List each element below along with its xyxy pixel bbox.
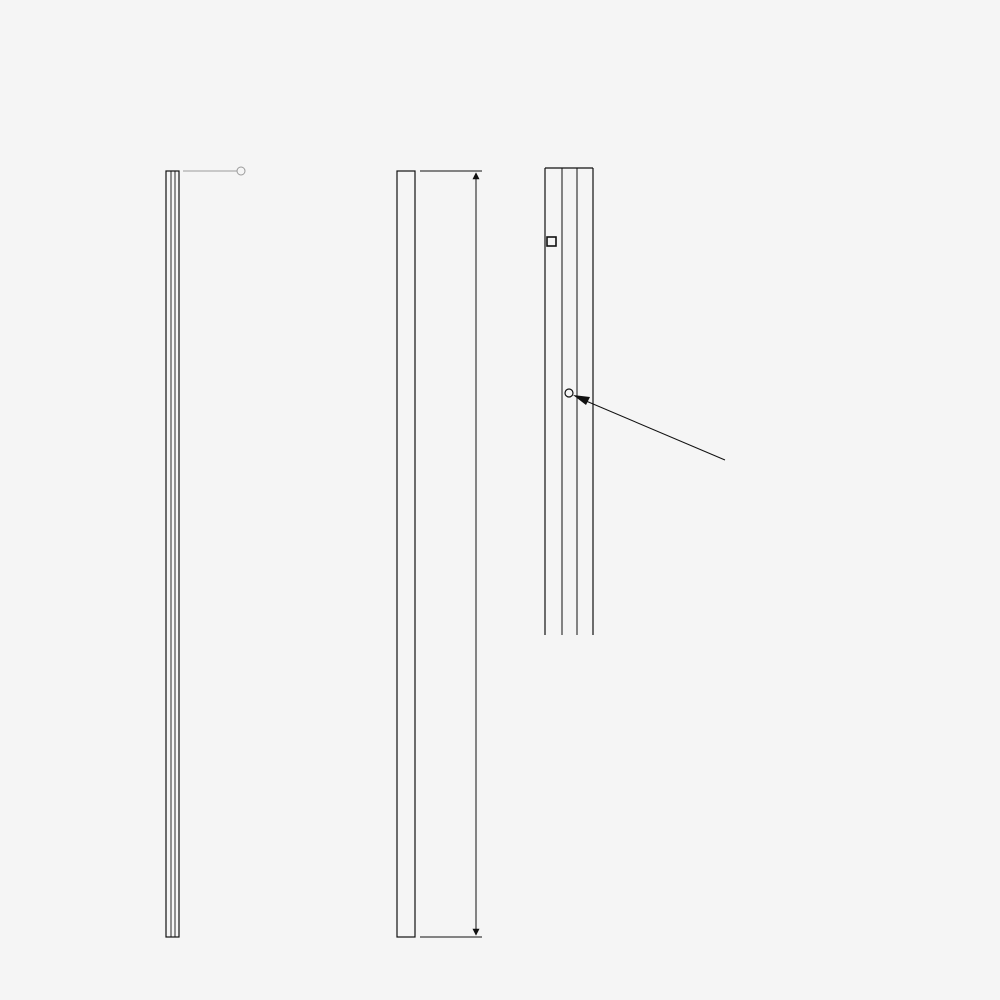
origin-marker xyxy=(237,167,245,175)
brand-square-icon xyxy=(547,237,556,246)
brand-logo-top xyxy=(547,237,556,246)
left-side-view xyxy=(166,167,245,937)
leader-arrow xyxy=(573,395,590,405)
middle-post-outline xyxy=(397,171,415,937)
detail-view xyxy=(545,168,725,635)
left-post-outline xyxy=(166,171,179,937)
front-view xyxy=(397,171,482,937)
leader-line xyxy=(579,398,725,460)
screw-hole xyxy=(565,389,573,397)
